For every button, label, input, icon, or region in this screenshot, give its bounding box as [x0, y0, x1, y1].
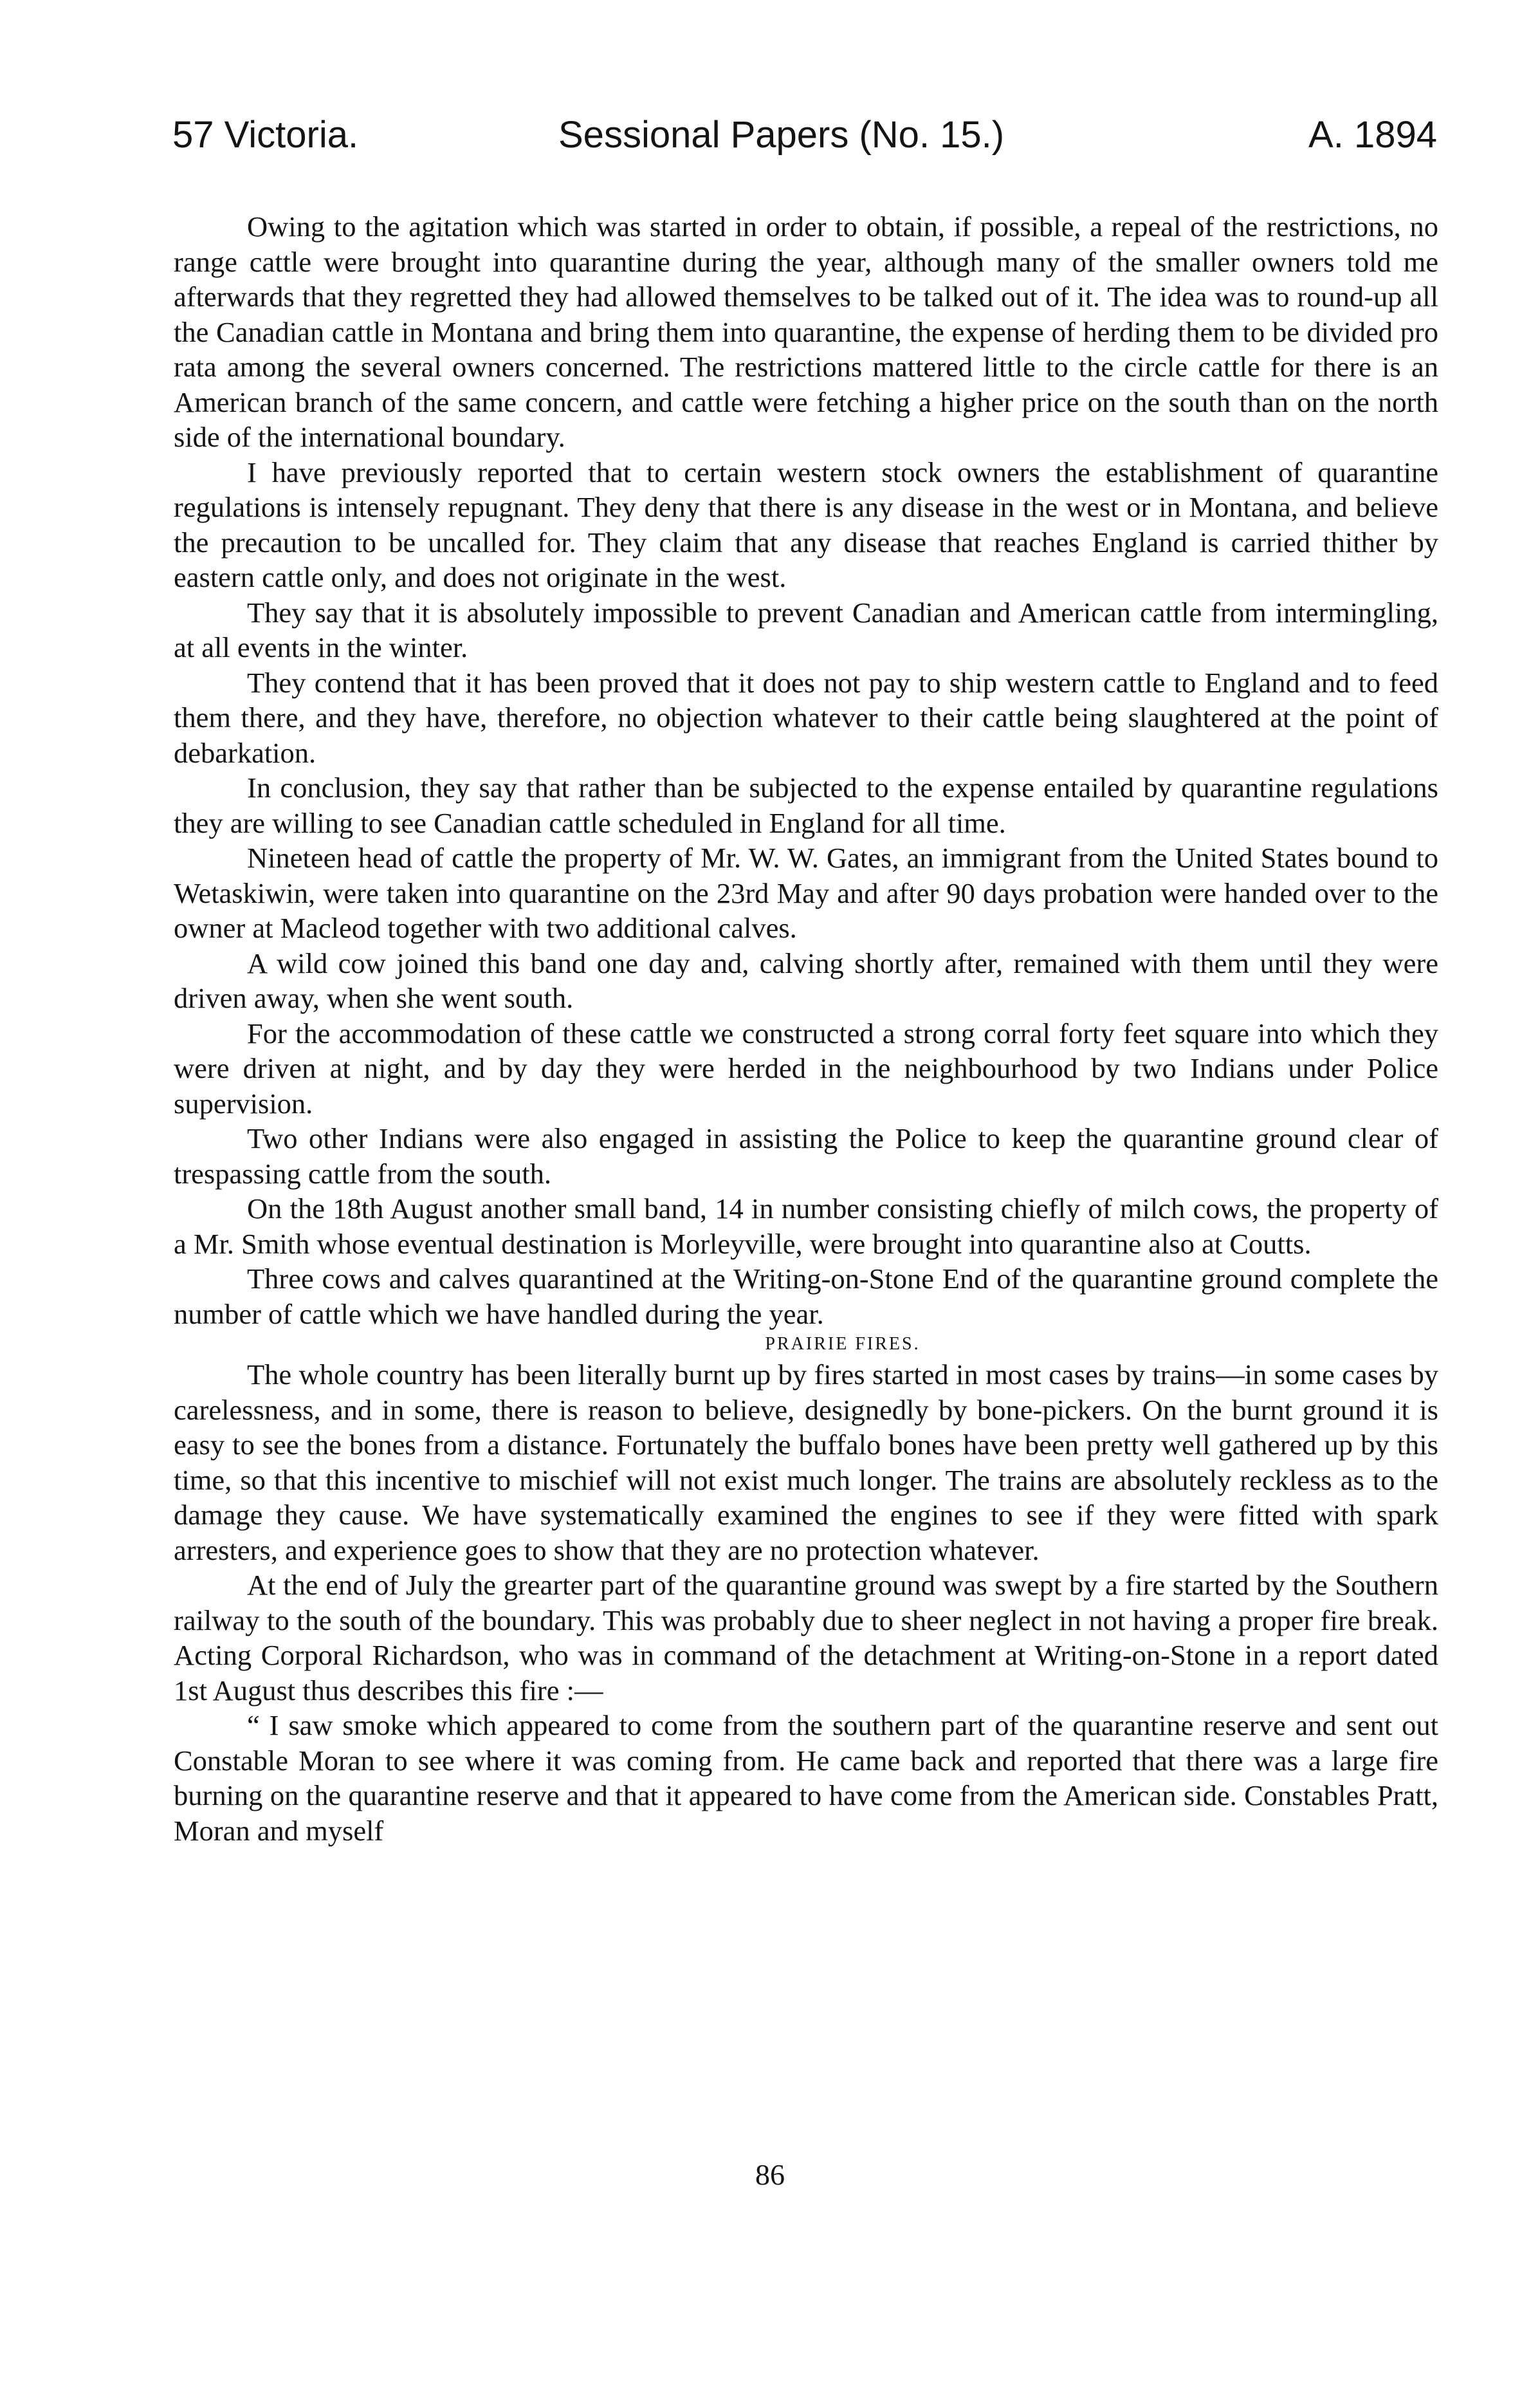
paragraph-july-fire: At the end of July the grearter part of the quarantine ground was swept by a fire started by the Southern railway to the south of the boundary. This was probably due to sheer neglect in not having a proper fire break. Acting Corporal Richardson, who was in command of the detachment at Writing-on-Stone in a report dated 1st August thus describes this fire :— — [174, 1569, 1438, 1706]
paragraph-quarantine-agitation: Owing to the agitation which was started in order to obtain, if possible, a repeal of the restrictions, no range cattle were brought into quarantine during the year, although many of the smaller owners told me afterwards that they regretted they had allowed themselves to be talked out of it. The idea was to round-up all the Canadian cattle in Montana and bring them into quarantine, the expense of herding them to be divided pro rata among the several owners concerned. The restrictions mattered little to the circle cattle for there is an American branch of the same concern, and cattle were fetching a higher price on the south than on the north side of the international boundary. — [174, 210, 1438, 453]
running-header — [172, 109, 1437, 161]
paragraph-wild-cow: A wild cow joined this band one day and, calving shortly after, remained with them until they were driven away, when she went south. — [174, 947, 1438, 1014]
paragraph-intermingling: They say that it is absolutely impossible to prevent Canadian and American cattle from intermingling, at all events in the winter. — [174, 596, 1438, 663]
body-text — [174, 209, 1438, 1848]
header-year: A. 1894 — [1308, 114, 1437, 156]
paragraph-smith-band: On the 18th August another small band, 14 in number consisting chiefly of milch cows, the property of a Mr. Smith whose eventual destination is Morleyville, were brought into quarantine also at Coutts. — [174, 1192, 1438, 1260]
paragraph-country-burnt: The whole country has been literally burnt up by fires started in most cases by trains—in some cases by carelessness, and in some, there is reason to believe, designedly by bone-pickers. On the burnt ground it is easy to see the bones from a distance. Fortunately the buffalo bones have been pretty well gathered up by this time, so that this incentive to mischief will not exist much longer. The trains are absolutely reckless as to the damage they cause. We have systematically examined the engines to see if they were fitted with spark arresters, and experience goes to show that they are no protection whatever. — [174, 1358, 1438, 1566]
section-heading-prairie-fires: PRAIRIE FIRES. — [765, 1334, 921, 1354]
paragraph-shipping-cattle: They contend that it has been proved that it does not pay to ship western cattle to England and to feed them there, and they have, therefore, no objection whatever to their cattle being slaughtered at the point of debarkation. — [174, 666, 1438, 769]
header-session: 57 Victoria. — [172, 114, 359, 156]
page-number: 86 — [755, 2158, 785, 2191]
paragraph-gates-cattle: Nineteen head of cattle the property of Mr. W. W. Gates, an immigrant from the United States bound to Wetaskiwin, were taken into quarantine on the 23rd May and after 90 days probation were handed over to the owner at Macleod together with two additional calves. — [174, 842, 1438, 944]
paragraph-corral: For the accommodation of these cattle we constructed a strong corral forty feet square into which they were driven at night, and by day they were herded in the neighbourhood by two Indians under Police supervision. — [174, 1017, 1438, 1120]
paragraph-richardson-report: “ I saw smoke which appeared to come from the southern part of the quarantine reserve and sent out Constable Moran to see where it was coming from. He came back and reported that there was a large fire burning on the quarantine reserve and that it appeared to have come from the American side. Constables Pratt, Moran and myself — [174, 1709, 1438, 1847]
paragraph-indians-assisting: Two other Indians were also engaged in assisting the Police to keep the quarantine ground clear of trespassing cattle from the south. — [174, 1122, 1438, 1190]
paragraph-conclusion: In conclusion, they say that rather than be subjected to the expense entailed by quarantine regulations they are willing to see Canadian cattle scheduled in England for all time. — [174, 772, 1438, 839]
paragraph-writing-on-stone: Three cows and calves quarantined at the Writing-on-Stone End of the quarantine ground complete the number of cattle which we have handled during the year. — [174, 1262, 1438, 1330]
header-sessional-papers: Sessional Papers (No. 15.) — [558, 114, 1005, 156]
paragraph-stock-owners-repugnant: I have previously reported that to certain western stock owners the establishment of quarantine regulations is intensely repugnant. They deny that there is any disease in the west or in Montana, and believe the precaution to be uncalled for. They claim that any disease that reaches England is carried thither by eastern cattle only, and does not originate in the west. — [174, 456, 1438, 593]
